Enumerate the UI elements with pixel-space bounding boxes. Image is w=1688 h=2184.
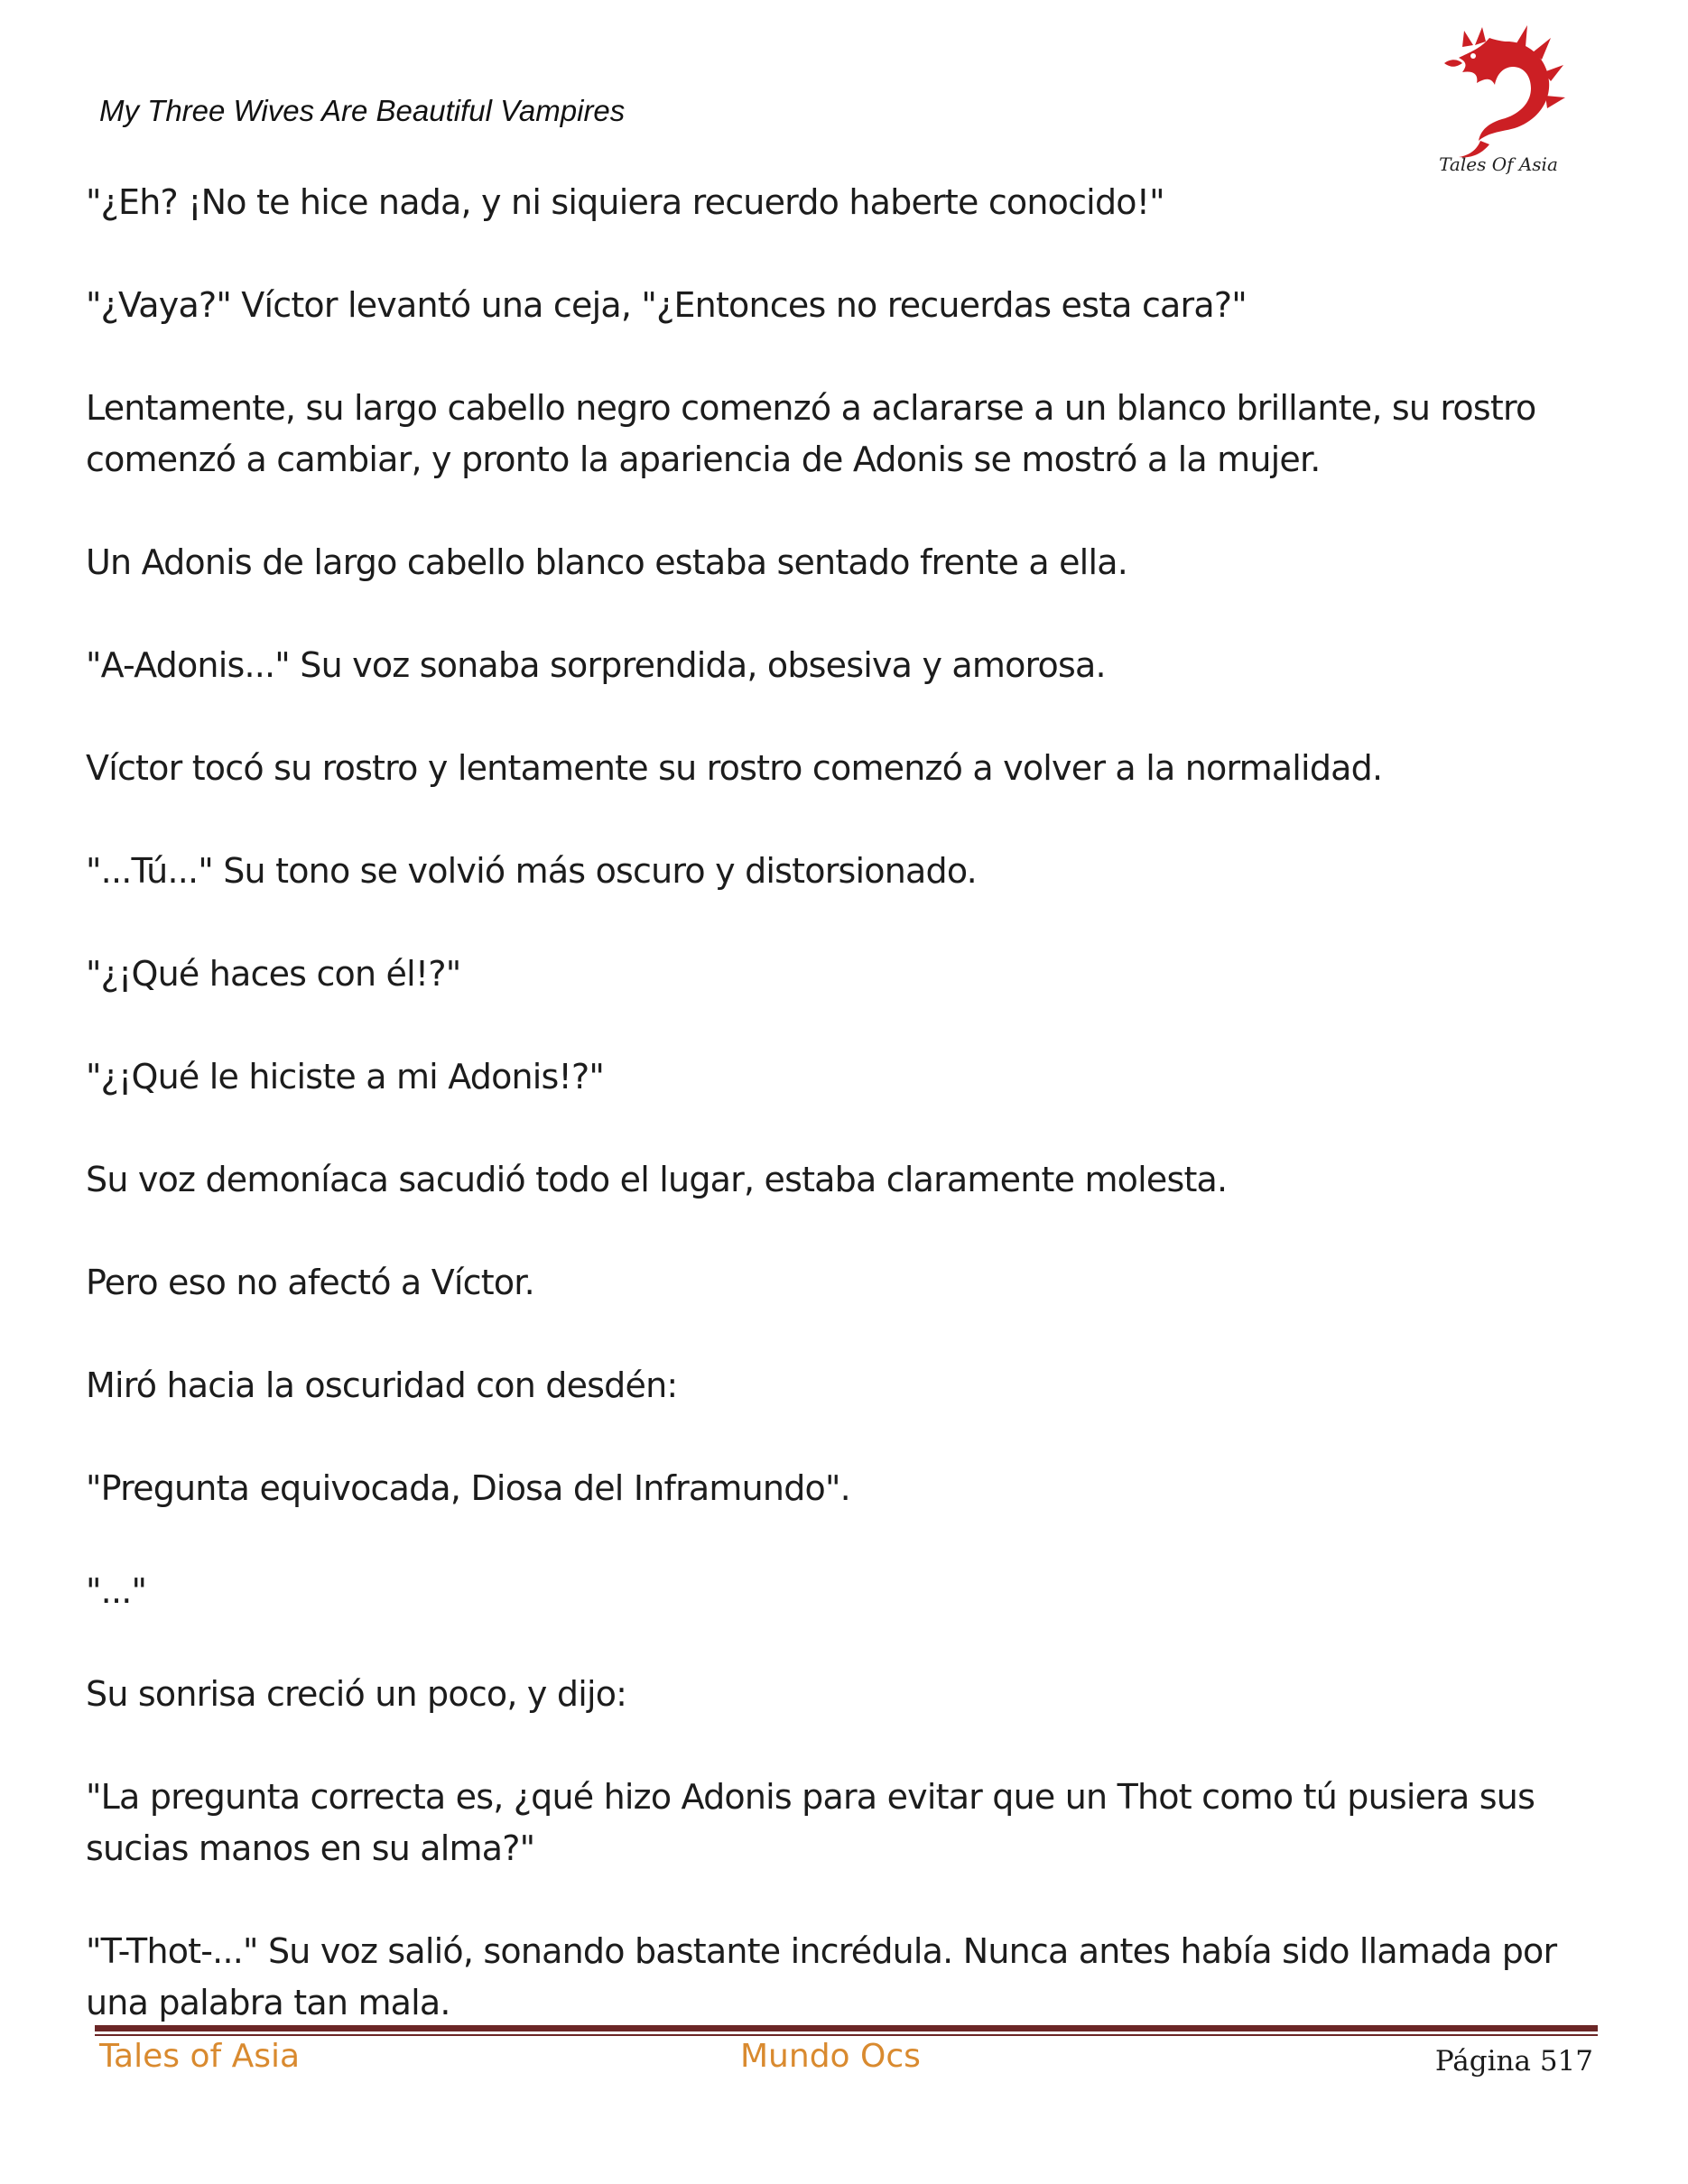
paragraph-line: "...Tú..." Su tono se volvió más oscuro y distorsionado. — [86, 851, 977, 891]
paragraph — [86, 1360, 1620, 1411]
paragraph-line: Miró hacia la oscuridad con desdén: — [86, 1365, 678, 1405]
paragraph-line: comenzó a cambiar, y pronto la apariencia de Adonis se mostró a la mujer. — [86, 440, 1321, 479]
paragraph — [86, 537, 1620, 588]
paragraph — [86, 846, 1620, 897]
body-text — [86, 177, 1620, 2080]
paragraph — [86, 743, 1620, 794]
paragraph — [86, 949, 1620, 1000]
paragraph-line: "A-Adonis..." Su voz sonaba sorprendida, obsesiva y amorosa. — [86, 645, 1106, 685]
paragraph-line: "¿Eh? ¡No te hice nada, y ni siquiera recuerdo haberte conocido!" — [86, 182, 1164, 222]
paragraph — [86, 177, 1620, 228]
paragraph — [86, 1463, 1620, 1514]
paragraph — [86, 1257, 1620, 1309]
paragraph — [86, 1772, 1620, 1874]
footer-rule-thin — [95, 2034, 1598, 2036]
page-number: Página 517 — [1434, 2045, 1593, 2078]
dragon-icon — [1426, 22, 1571, 166]
site-logo — [1426, 22, 1571, 184]
paragraph — [86, 1051, 1620, 1103]
paragraph — [86, 1154, 1620, 1206]
book-title: My Three Wives Are Beautiful Vampires — [99, 94, 626, 127]
paragraph-line: "..." — [86, 1571, 147, 1611]
paragraph — [86, 280, 1620, 331]
paragraph-line: Lentamente, su largo cabello negro comenzó a aclararse a un blanco brillante, su rostro — [86, 388, 1536, 428]
paragraph — [86, 383, 1620, 486]
paragraph-line: "¿¡Qué haces con él!?" — [86, 954, 461, 994]
paragraph-line: "La pregunta correcta es, ¿qué hizo Adonis para evitar que un Thot como tú pusiera sus — [86, 1777, 1535, 1817]
paragraph-line: "¿¡Qué le hiciste a mi Adonis!?" — [86, 1057, 605, 1097]
logo-text: Tales Of Asia — [1439, 153, 1558, 175]
paragraph-line: sucias manos en su alma?" — [86, 1828, 535, 1868]
paragraph — [86, 1926, 1620, 2029]
footer-rule-thick — [95, 2025, 1598, 2031]
paragraph-line: "Pregunta equivocada, Diosa del Inframundo". — [86, 1468, 850, 1508]
paragraph-line: Su sonrisa creció un poco, y dijo: — [86, 1674, 627, 1714]
paragraph — [86, 1669, 1620, 1720]
paragraph-line: Víctor tocó su rostro y lentamente su rostro comenzó a volver a la normalidad. — [86, 748, 1383, 788]
paragraph-line: Su voz demoníaca sacudió todo el lugar, estaba claramente molesta. — [86, 1160, 1228, 1199]
paragraph-line: "¿Vaya?" Víctor levantó una ceja, "¿Entonces no recuerdas esta cara?" — [86, 285, 1247, 325]
paragraph — [86, 640, 1620, 691]
footer-site-name: Tales of Asia — [99, 2038, 301, 2075]
paragraph — [86, 1566, 1620, 1617]
footer-section-name: Mundo Ocs — [740, 2038, 921, 2075]
paragraph-line: Pero eso no afectó a Víctor. — [86, 1263, 534, 1302]
paragraph-line: una palabra tan mala. — [86, 1983, 450, 2022]
paragraph-line: "T-Thot-..." Su voz salió, sonando bastante incrédula. Nunca antes había sido llamada por — [86, 1931, 1557, 1971]
paragraph-line: Un Adonis de largo cabello blanco estaba sentado frente a ella. — [86, 542, 1127, 582]
